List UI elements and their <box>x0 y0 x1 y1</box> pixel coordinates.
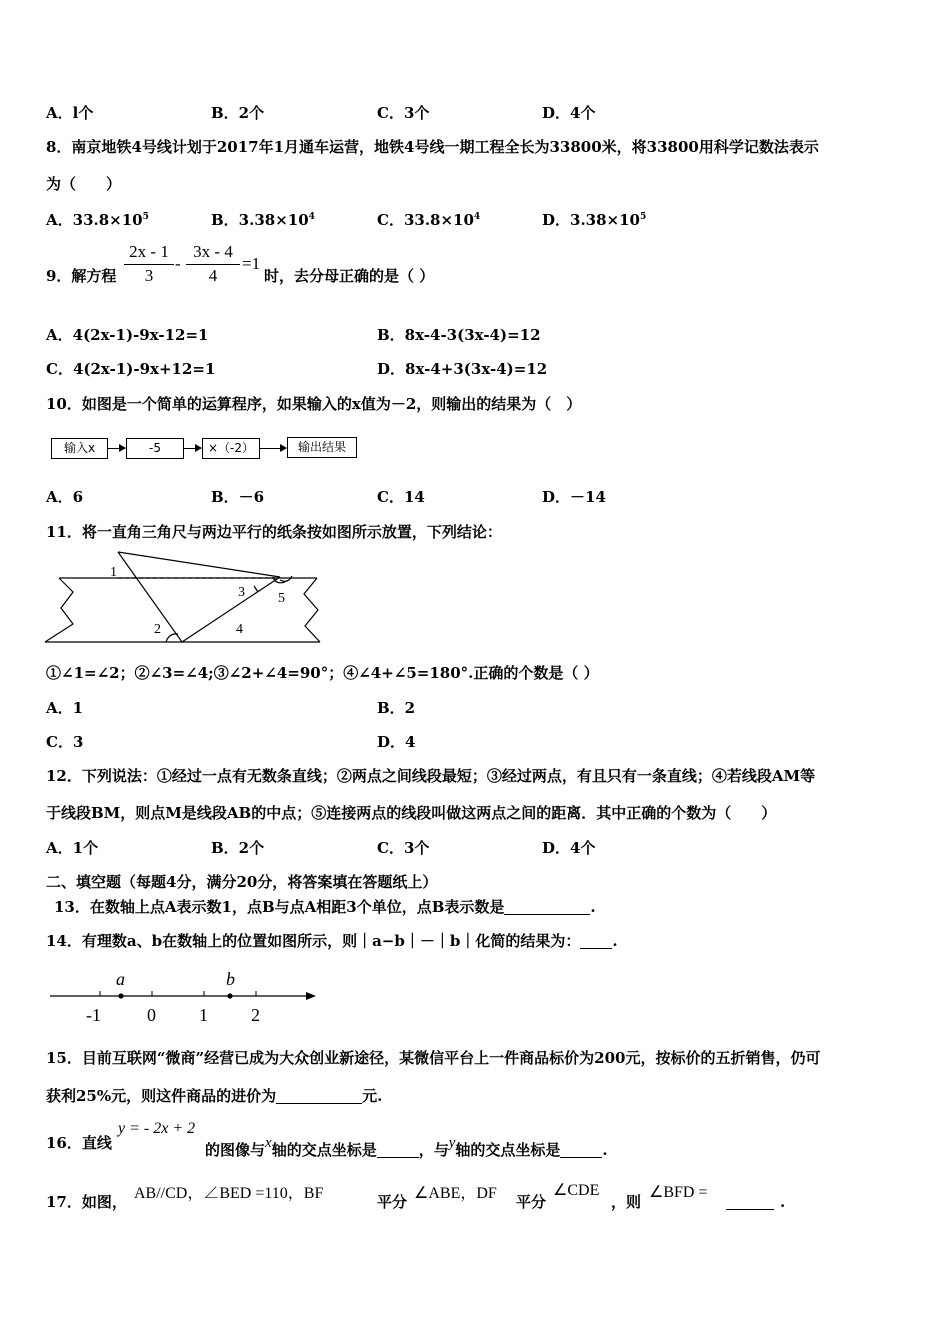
flow-subtract-box: -5 <box>126 438 184 459</box>
q11-option-d: D．4 <box>377 733 416 751</box>
q15-line2: 获利25%元，则这件商品的进价为 元. <box>46 1087 383 1105</box>
q12-option-a: A．1个 <box>46 839 99 857</box>
angle-5-arc <box>280 576 292 581</box>
q9-numerator-1: 2x - 1 <box>129 242 169 261</box>
flow-output-box: 输出结果 <box>287 437 357 458</box>
q9-numerator-2: 3x - 4 <box>193 242 233 261</box>
q9-fraction-bar-1 <box>124 264 174 265</box>
q16-text-1: 的图像与x轴的交点坐标是 ，与y轴的交点坐标是 . <box>205 1135 608 1159</box>
strip-right-torn-edge <box>304 578 320 642</box>
q12-option-d: D．4个 <box>542 839 596 857</box>
q8-line2: 为（ ） <box>46 175 122 193</box>
point-a <box>118 993 123 998</box>
q12-option-c: C．3个 <box>377 839 430 857</box>
flow-multiply-box: ×（-2） <box>202 438 260 459</box>
q10-option-d: D．－14 <box>542 488 606 506</box>
angle-label-2: 2 <box>154 622 161 637</box>
q11-option-c: C．3 <box>46 733 84 751</box>
angle-label-4: 4 <box>236 622 243 637</box>
angle-label-1: 1 <box>110 565 117 580</box>
q12-line2: 于线段BM，则点M是线段AB的中点；⑤连接两点的线段叫做这两点之间的距离．其中正确的个数为（ ） <box>46 804 777 822</box>
q8-option-b: B．$3.38\times 10^4$ <box>211 211 315 229</box>
q16-equation: y = - 2x + 2 <box>118 1120 196 1137</box>
q11-option-b: B．2 <box>377 699 416 717</box>
angle-label-5: 5 <box>278 591 285 606</box>
q9-fraction-bar-2 <box>186 264 240 265</box>
q11-option-a: A．1 <box>46 699 84 717</box>
strip-left-torn-edge <box>45 578 73 642</box>
q16-x-variable: x <box>265 1135 272 1151</box>
q12-line1: 12．下列说法：①经过一点有无数条直线；②两点之间线段最短；③经过两点，有且只有一条直线；④若线段AM等 <box>46 767 816 785</box>
q14-text: 14．有理数a、b在数轴上的位置如图所示，则｜a−b｜－｜b｜化简的结果为： . <box>46 932 618 950</box>
q8-option-d: D．$3.38\times 10^5$ <box>542 211 647 229</box>
q14-number-line <box>46 965 326 1029</box>
flow-arrow-1 <box>107 448 125 449</box>
q17-bisect-2: 平分 <box>516 1193 547 1211</box>
q17-math-3: ∠CDE <box>553 1182 600 1199</box>
q17-bisect-1: 平分 <box>377 1193 408 1211</box>
right-angle-mark <box>254 586 258 592</box>
tick-label-0: 0 <box>147 1005 156 1025</box>
q17-answer: . <box>726 1192 785 1212</box>
q10-option-a: A．6 <box>46 488 84 506</box>
section-2-heading: 二、填空题（每题4分，满分20分，将答案填在答题纸上） <box>46 873 438 891</box>
q8-option-a: A．$33.8\times 10^5$ <box>46 211 149 229</box>
q16-prefix: 16．直线 <box>46 1134 112 1152</box>
q17-then: ，则 <box>611 1193 642 1211</box>
q11-statements: ①∠1=∠2；②∠3=∠4;③∠2+∠4=90°；④∠4+∠5=180°.正确的个数是（ ） <box>46 664 599 682</box>
q17-answer-blank[interactable] <box>726 1193 774 1210</box>
q9-minus: - <box>175 254 181 273</box>
q10-option-b: B．－6 <box>211 488 265 506</box>
q7-option-d: D．4个 <box>542 104 596 122</box>
q17-math-2: ∠ABE，DF <box>414 1185 497 1202</box>
angle-label-3: 3 <box>238 585 245 600</box>
q9-equals: =1 <box>242 254 261 273</box>
q10-option-c: C．14 <box>377 488 425 506</box>
q10-text: 10．如图是一个简单的运算程序，如果输入的x值为－2，则输出的结果为（ ） <box>46 395 582 413</box>
q7-option-b: B．2个 <box>211 104 265 122</box>
point-a-label: a <box>116 969 125 989</box>
q7-option-a: A．l个 <box>46 104 94 122</box>
q15-line1: 15．目前互联网“微商”经营已成为大众创业新途径，某微信平台上一件商品标价为200元，按标价的五折销售，仍可 <box>46 1049 821 1067</box>
tick-label-1: 1 <box>199 1005 208 1025</box>
tick-label-2: 2 <box>251 1005 260 1025</box>
q8-option-c: C．$33.8\times 10^4$ <box>377 211 481 229</box>
tick-label-neg1: -1 <box>86 1005 101 1025</box>
q9-suffix: 时，去分母正确的是（ ） <box>264 267 435 285</box>
q17-math-1: AB//CD，∠BED =110，BF <box>134 1185 324 1202</box>
q16-y-variable: y <box>448 1135 456 1151</box>
q7-option-c: C．3个 <box>377 104 430 122</box>
q8-line1: 8．南京地铁4号线计划于2017年1月通车运营，地铁4号线一期工程全长为33800米，将33800用科学记数法表示 <box>46 138 819 156</box>
point-b <box>227 993 232 998</box>
flow-arrow-2 <box>183 448 201 449</box>
q9-option-a: A．4(2x-1)-9x-12=1 <box>46 326 209 344</box>
q13-text: 13．在数轴上点A表示数1，点B与点A相距3个单位，点B表示数是 . <box>54 898 596 916</box>
point-b-label: b <box>226 969 235 989</box>
q9-prefix: 9．解方程 <box>46 267 117 285</box>
triangle-hypotenuse <box>182 577 280 642</box>
q16-y-intercept-blank[interactable] <box>560 1141 602 1158</box>
q13-answer-blank[interactable] <box>504 898 590 915</box>
number-line-arrow <box>306 992 316 1000</box>
q17-math-4: ∠BFD = <box>649 1184 708 1201</box>
q9-option-c: C．4(2x-1)-9x+12=1 <box>46 360 216 378</box>
q9-option-b: B．8x-4-3(3x-4)=12 <box>377 326 541 344</box>
angle-2-arc <box>166 634 178 642</box>
q9-denominator-2: 4 <box>208 266 218 285</box>
flow-arrow-3 <box>259 448 286 449</box>
q9-option-d: D．8x-4+3(3x-4)=12 <box>377 360 548 378</box>
triangle-side-top <box>118 552 280 577</box>
q17-prefix: 17．如图， <box>46 1193 127 1211</box>
q12-option-b: B．2个 <box>211 839 265 857</box>
q14-answer-blank[interactable] <box>580 932 612 949</box>
flow-input-box: 输入x <box>51 438 108 459</box>
q16-x-intercept-blank[interactable] <box>377 1141 419 1158</box>
q9-denominator-1: 3 <box>144 266 154 285</box>
q15-answer-blank[interactable] <box>276 1087 362 1104</box>
q11-triangle-strip-figure <box>40 548 330 648</box>
triangle-side-left <box>118 552 182 642</box>
q11-text: 11．将一直角三角尺与两边平行的纸条按如图所示放置，下列结论： <box>46 523 502 541</box>
